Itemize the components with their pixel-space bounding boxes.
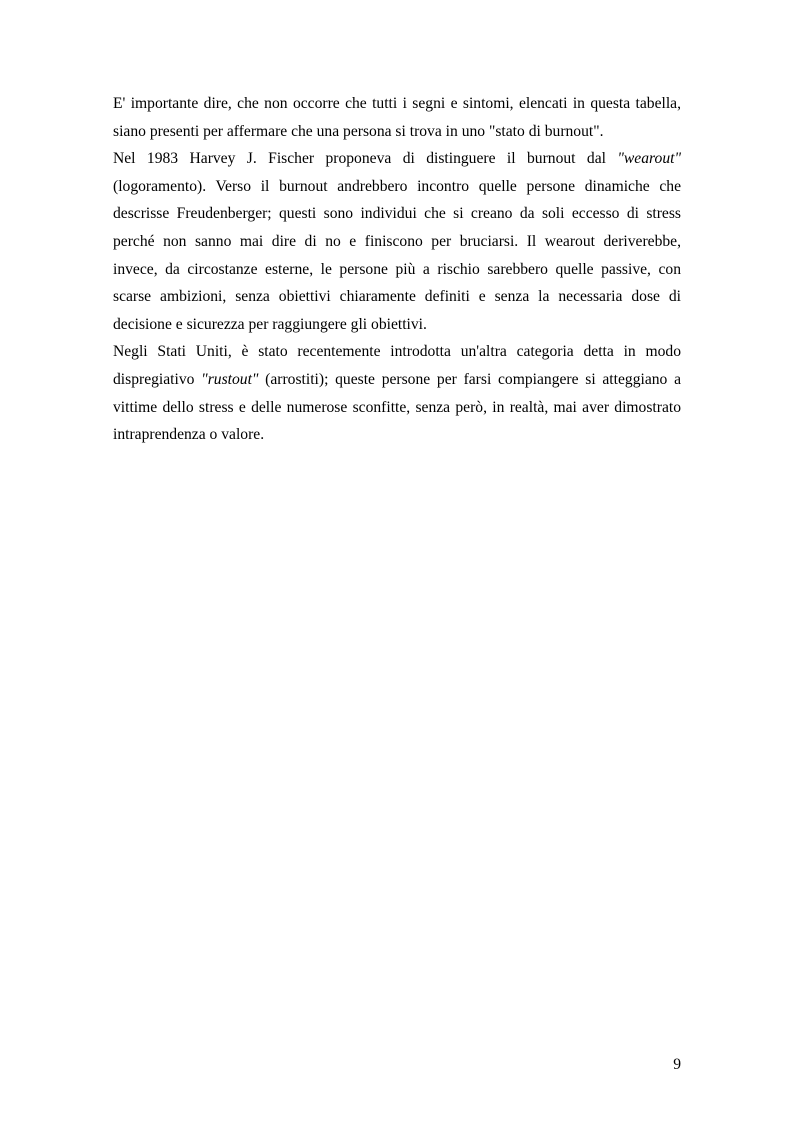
text-line: descrisse Freudenberger; questi sono individui che si creano da soli eccesso di stress <box>113 205 681 223</box>
page-number: 9 <box>673 1056 681 1073</box>
text-line: Nel 1983 Harvey J. Fischer proponeva di distinguere il burnout dal "wearout" <box>113 150 681 168</box>
text-line: perché non sanno mai dire di no e finiscono per bruciarsi. Il wearout deriverebbe, <box>113 232 681 250</box>
body-text <box>113 90 681 449</box>
paragraph-1 <box>113 90 681 145</box>
paragraph-2 <box>113 145 681 338</box>
term-wearout: "wearout" <box>617 150 681 168</box>
text-line: decisione e sicurezza per raggiungere gli obiettivi. <box>113 315 427 333</box>
text-line: vittime dello stress e delle numerose sconfitte, senza però, in realtà, mai aver dimostrato <box>113 398 681 416</box>
text-line: siano presenti per affermare che una persona si trova in uno "stato di burnout". <box>113 122 604 140</box>
paragraph-3 <box>113 338 681 448</box>
text-line: (logoramento). Verso il burnout andrebbero incontro quelle persone dinamiche che <box>113 177 681 195</box>
text-line: dispregiativo "rustout" (arrostiti); queste persone per farsi compiangere si atteggiano a <box>113 370 681 388</box>
text-line: Negli Stati Uniti, è stato recentemente introdotta un'altra categoria detta in modo <box>113 343 681 361</box>
term-rustout: "rustout" <box>201 370 259 388</box>
text-line: invece, da circostanze esterne, le persone più a rischio sarebbero quelle passive, con <box>113 260 681 278</box>
text-line: E' importante dire, che non occorre che tutti i segni e sintomi, elencati in questa tabella, <box>113 95 681 112</box>
text-line: intraprendenza o valore. <box>113 426 265 444</box>
text-line: scarse ambizioni, senza obiettivi chiaramente definiti e senza la necessaria dose di <box>113 288 681 306</box>
